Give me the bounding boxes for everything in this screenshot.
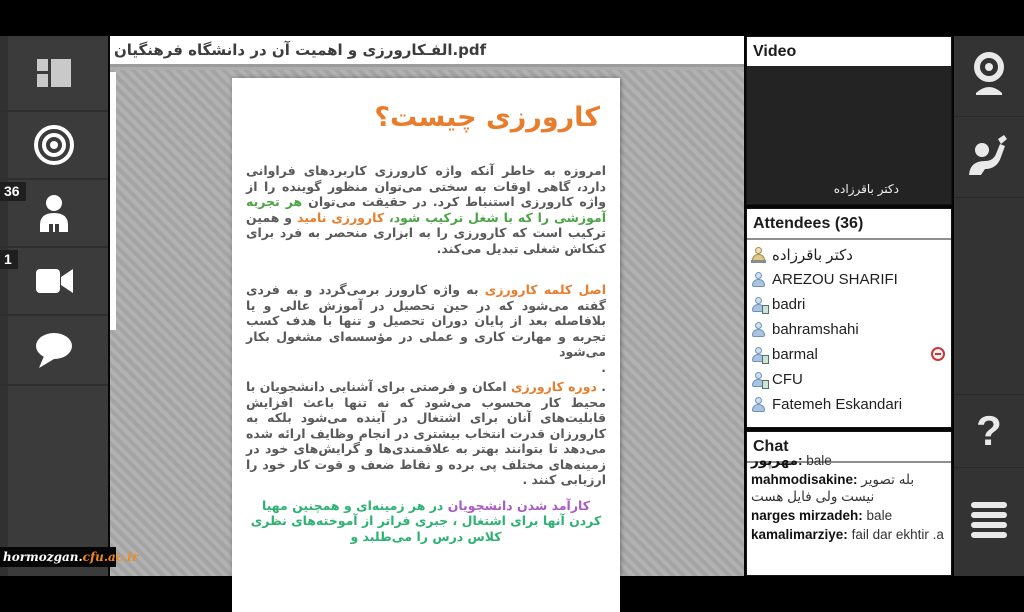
right-panel-column <box>746 36 952 576</box>
layout-button[interactable] <box>0 36 108 112</box>
participant-icon <box>751 372 766 387</box>
chat-sender-name: مهرپور: <box>751 453 803 468</box>
video-speaker-name: دکتر باقرزاده <box>833 182 899 196</box>
chat-message <box>751 471 947 505</box>
mobile-device-icon <box>762 305 769 314</box>
chat-message-text: bale <box>862 508 893 523</box>
webcam-button[interactable] <box>954 36 1024 117</box>
attendee-row[interactable] <box>747 242 951 267</box>
menu-lines-icon <box>969 498 1009 549</box>
webcam-video-icon <box>32 264 76 298</box>
chat-message <box>751 507 947 524</box>
attendee-row[interactable] <box>747 342 951 367</box>
slide-paragraph <box>246 379 606 488</box>
chat-message-text: bale <box>802 453 832 468</box>
text-segment: دوره کارورزی <box>506 379 597 394</box>
layout-icon <box>34 56 74 90</box>
help-button[interactable] <box>954 395 1024 468</box>
chat-pod-title: Chat <box>753 438 789 455</box>
pdf-page <box>232 78 620 612</box>
chat-bubble-icon <box>32 330 76 370</box>
text-segment: کارآمد شدن دانشجویان <box>443 497 590 513</box>
share-pod <box>110 36 744 576</box>
text-segment: هر تجربه آموزشی را که با شغل ترکیب شود، <box>246 194 606 225</box>
text-segment: امروزه به خاطر آنکه واژه کارورزی کاربردهای فراوانی دارد، گاهی اوقات به سختی می‌توان منظور گوینده را از واژه کارورزی استنباط کرد. در حقیقت می‌توان <box>246 163 606 209</box>
attendee-name: دکتر باقرزاده <box>772 246 853 264</box>
text-segment: اصل کلمه کارورزی <box>478 282 606 297</box>
participant-icon <box>751 322 766 337</box>
attendees-pod <box>746 208 952 428</box>
chat-message <box>751 452 947 469</box>
attendee-name: bahramshahi <box>772 321 859 338</box>
chat-sender-name: narges mirzadeh: <box>751 508 863 523</box>
attendees-icon <box>33 192 75 234</box>
text-segment: امکان و فرصتی برای آشنایی دانشجویان با محیط کار محسوب می‌شود که نه تنها باعث افزایش قابلیت‌های آنان برای اشتغال در آینده می‌شود بلکه به کارورزان قدرت انتخاب بیشتری در انجام وظایف ارائه شده می‌دهد تا بتوانند بهتر به علاقمندی‌ها و گرایش‌های خود در زمینه‌های مختلف پی برده و نقاط ضعف و قوت کار خود را ارزیابی کنند . <box>245 379 606 487</box>
document-title: الفـکارورزی و اهمیت آن در دانشگاه فرهنگیان.pdf <box>114 41 487 59</box>
attendees-list <box>747 240 951 417</box>
right-toolbar <box>954 36 1024 576</box>
webcam-video-button[interactable] <box>0 248 108 316</box>
record-button[interactable] <box>0 112 108 180</box>
attendees-count-badge: 36 <box>0 182 26 201</box>
chat-sender-name: kamalimarziye: <box>751 527 848 542</box>
help-question-icon: ? <box>976 407 1002 454</box>
mobile-device-icon <box>762 355 769 364</box>
text-segment: و همین ترکیب است که کارورزی را به ابزاری منحصر به فرد برای کنکاش شغلی تبدیل می‌کند. <box>246 209 606 256</box>
attendees-pod-header[interactable] <box>747 209 951 240</box>
text-segment: در هر زمینه‌ای و همچنین مهیا کردن آنها برای اشتغال ، جبری فراتر از آموخته‌های نظری کلاس درس را می‌طلبد و <box>250 497 602 544</box>
camera-count-badge: 1 <box>0 250 18 269</box>
page-edge <box>110 72 116 330</box>
toolbar-spacer <box>954 198 1024 395</box>
slide-body <box>246 163 606 544</box>
chat-message-text: fail dar ekhtir .a <box>847 527 944 542</box>
chat-sender-name: mahmodisakine: <box>751 472 858 487</box>
record-icon <box>32 123 76 167</box>
chat-toolbar-button[interactable] <box>0 316 108 386</box>
attendees-pod-count: (36) <box>834 215 864 232</box>
top-bar <box>0 0 1024 36</box>
slide-paragraph <box>246 360 606 376</box>
slide-paragraph <box>246 282 606 360</box>
document-title-bar[interactable] <box>110 36 744 67</box>
watermark-site: hormozgan. <box>3 550 83 564</box>
webcam-icon <box>966 51 1012 102</box>
text-segment: کارورزی نامید <box>296 209 385 225</box>
chat-message-text: بله تصویر نیست ولی فایل هست <box>751 472 915 504</box>
participant-icon <box>751 347 766 362</box>
slide-heading: کارورزی چیست؟ <box>374 102 600 133</box>
participant-icon <box>751 297 766 312</box>
document-viewport <box>110 70 744 576</box>
attendee-row[interactable] <box>747 317 951 342</box>
attendee-name: AREZOU SHARIFI <box>772 271 898 288</box>
attendee-row[interactable] <box>747 392 951 417</box>
text-segment: . <box>601 359 606 375</box>
menu-button[interactable] <box>954 468 1024 578</box>
attendee-name: CFU <box>772 371 803 388</box>
text-segment: . <box>596 379 606 394</box>
stepped-away-status-icon <box>931 347 945 361</box>
raise-hand-button[interactable] <box>954 117 1024 198</box>
chat-message-list[interactable] <box>747 453 951 575</box>
attendees-pod-title: Attendees <box>753 215 831 232</box>
site-watermark <box>0 547 139 567</box>
attendee-name: badri <box>772 296 806 313</box>
video-pod <box>746 36 952 205</box>
video-pod-title: Video <box>753 43 797 60</box>
attendee-row[interactable] <box>747 292 951 317</box>
participant-icon <box>751 272 766 287</box>
video-pod-header[interactable] <box>747 37 951 68</box>
attendee-row[interactable] <box>747 267 951 292</box>
slide-paragraph <box>246 498 606 545</box>
text-segment: به واژه کارورز برمی‌گردد و به فردی گفته می‌شود که در حین تحصیل در آموزش عالی و یا بلافاصله بعد از پایان دوران تحصیل و تنها با هدف کسب تجربه و مهارت کاری و عملی در مؤسسه‌ای مشغول بکار می‌شود <box>246 282 606 359</box>
left-toolbar <box>0 36 108 576</box>
attendees-toolbar-button[interactable] <box>0 180 108 248</box>
participant-icon <box>751 397 766 412</box>
raise-hand-icon <box>965 133 1013 182</box>
watermark-org: cfu.ac.ir <box>82 550 139 564</box>
host-icon <box>751 247 766 262</box>
attendee-row[interactable] <box>747 367 951 392</box>
attendee-name: barmal <box>772 346 818 363</box>
video-feed <box>747 66 951 204</box>
attendee-name: Fatemeh Eskandari <box>772 396 903 413</box>
chat-message <box>751 526 947 543</box>
slide-paragraph <box>246 163 606 256</box>
mobile-device-icon <box>762 380 769 389</box>
chat-pod <box>746 431 952 576</box>
